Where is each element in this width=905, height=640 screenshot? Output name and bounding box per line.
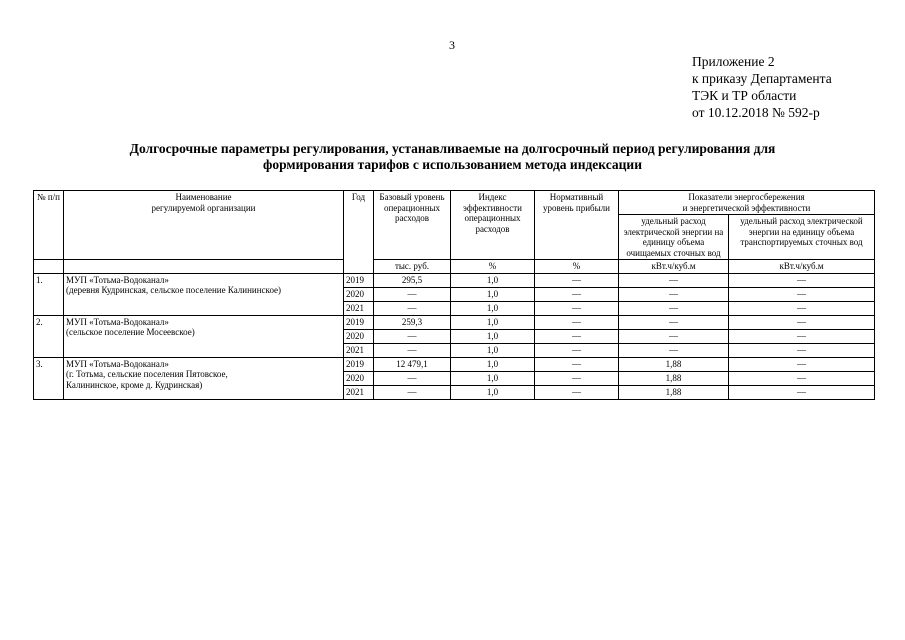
org-name [64, 315, 344, 357]
header-energy-treated: удельный расход электрической энергии на единицу объема очищаемых сточных вод [619, 215, 729, 260]
year-cell: 2020 [344, 329, 374, 343]
profit-cell: — [535, 385, 619, 399]
energy-treated-cell: — [619, 315, 729, 329]
energy-transported-cell: — [729, 301, 875, 315]
energy-treated-cell: 1,88 [619, 357, 729, 371]
header-base-level: Базовый уровень операционных расходов [374, 191, 451, 260]
unit-index: % [451, 260, 535, 274]
org-name-line: Калининское, кроме д. Кудринская) [66, 379, 203, 390]
year-cell: 2019 [344, 315, 374, 329]
table-header-row [34, 191, 875, 215]
title-line: формирования тарифов с использованием метода индексации [263, 157, 642, 172]
unit-base: тыс. руб. [374, 260, 451, 274]
header-efficiency-index: Индекс эффективности операционных расходов [451, 191, 535, 260]
table-row [34, 273, 875, 287]
year-cell: 2021 [344, 385, 374, 399]
org-number: 2. [34, 315, 64, 357]
profit-cell: — [535, 371, 619, 385]
index-cell: 1,0 [451, 357, 535, 371]
year-cell: 2019 [344, 357, 374, 371]
energy-transported-cell: — [729, 371, 875, 385]
unit-cell [64, 260, 344, 274]
header-year: Год [344, 191, 374, 274]
table-row [34, 357, 875, 371]
unit-energy-treated: кВт.ч/куб.м [619, 260, 729, 274]
year-cell: 2021 [344, 343, 374, 357]
energy-transported-cell: — [729, 315, 875, 329]
profit-cell: — [535, 273, 619, 287]
base-cell: — [374, 343, 451, 357]
table-row [34, 315, 875, 329]
appendix-block [692, 53, 832, 121]
org-name [64, 357, 344, 399]
title-line: Долгосрочные параметры регулирования, устанавливаемые на долгосрочный период регулирования для [129, 141, 776, 156]
index-cell: 1,0 [451, 315, 535, 329]
org-number: 3. [34, 357, 64, 399]
energy-transported-cell: — [729, 329, 875, 343]
header-num: № п/п [34, 191, 64, 260]
header-text: Показатели энергосбережения [688, 192, 805, 202]
energy-transported-cell: — [729, 343, 875, 357]
header-text: и энергетической эффективности [682, 202, 811, 213]
profit-cell: — [535, 329, 619, 343]
year-cell: 2020 [344, 371, 374, 385]
base-cell: — [374, 385, 451, 399]
base-cell: 295,5 [374, 273, 451, 287]
header-profit-level: Нормативный уровень прибыли [535, 191, 619, 260]
index-cell: 1,0 [451, 301, 535, 315]
energy-treated-cell: — [619, 329, 729, 343]
org-name-line: МУП «Тотьма-Водоканал» [66, 316, 169, 327]
header-energy-group [619, 191, 875, 215]
org-name-line: (сельское поселение Мосеевское) [66, 327, 195, 337]
energy-transported-cell: — [729, 357, 875, 371]
energy-treated-cell: — [619, 343, 729, 357]
header-energy-transported: удельный расход электрической энергии на единицу объема транспортируемых сточных вод [729, 215, 875, 260]
header-text: Наименование [175, 192, 232, 202]
energy-treated-cell: 1,88 [619, 385, 729, 399]
energy-treated-cell: — [619, 273, 729, 287]
appendix-line: ТЭК и ТР области [692, 88, 797, 103]
profit-cell: — [535, 343, 619, 357]
energy-transported-cell: — [729, 287, 875, 301]
profit-cell: — [535, 315, 619, 329]
unit-energy-transported: кВт.ч/куб.м [729, 260, 875, 274]
org-name-line: (деревня Кудринская, сельское поселение Калининское) [66, 285, 282, 295]
base-cell: — [374, 287, 451, 301]
appendix-line: к приказу Департамента [692, 71, 832, 86]
index-cell: 1,0 [451, 343, 535, 357]
profit-cell: — [535, 357, 619, 371]
index-cell: 1,0 [451, 287, 535, 301]
energy-transported-cell: — [729, 385, 875, 399]
year-cell: 2019 [344, 273, 374, 287]
appendix-line: от 10.12.2018 № 592-р [692, 105, 820, 120]
parameters-table [33, 190, 875, 400]
base-cell: — [374, 371, 451, 385]
org-name-line: МУП «Тотьма-Водоканал» [66, 358, 169, 369]
base-cell: — [374, 329, 451, 343]
header-text: регулируемой организации [151, 202, 256, 213]
org-name [64, 273, 344, 315]
index-cell: 1,0 [451, 371, 535, 385]
appendix-line: Приложение 2 [692, 54, 775, 69]
document-title [60, 141, 845, 173]
profit-cell: — [535, 301, 619, 315]
unit-cell [34, 260, 64, 274]
energy-treated-cell: 1,88 [619, 371, 729, 385]
index-cell: 1,0 [451, 329, 535, 343]
index-cell: 1,0 [451, 273, 535, 287]
base-cell: 12 479,1 [374, 357, 451, 371]
profit-cell: — [535, 287, 619, 301]
base-cell: — [374, 301, 451, 315]
unit-profit: % [535, 260, 619, 274]
base-cell: 259,3 [374, 315, 451, 329]
page-number: 3 [449, 38, 455, 52]
index-cell: 1,0 [451, 385, 535, 399]
header-org-name [64, 191, 344, 260]
org-name-line: МУП «Тотьма-Водоканал» [66, 274, 169, 285]
units-row [34, 260, 875, 274]
year-cell: 2020 [344, 287, 374, 301]
energy-treated-cell: — [619, 301, 729, 315]
year-cell: 2021 [344, 301, 374, 315]
energy-treated-cell: — [619, 287, 729, 301]
org-name-line: (г. Тотьма, сельские поселения Пятовское, [66, 369, 228, 379]
org-number: 1. [34, 273, 64, 315]
energy-transported-cell: — [729, 273, 875, 287]
